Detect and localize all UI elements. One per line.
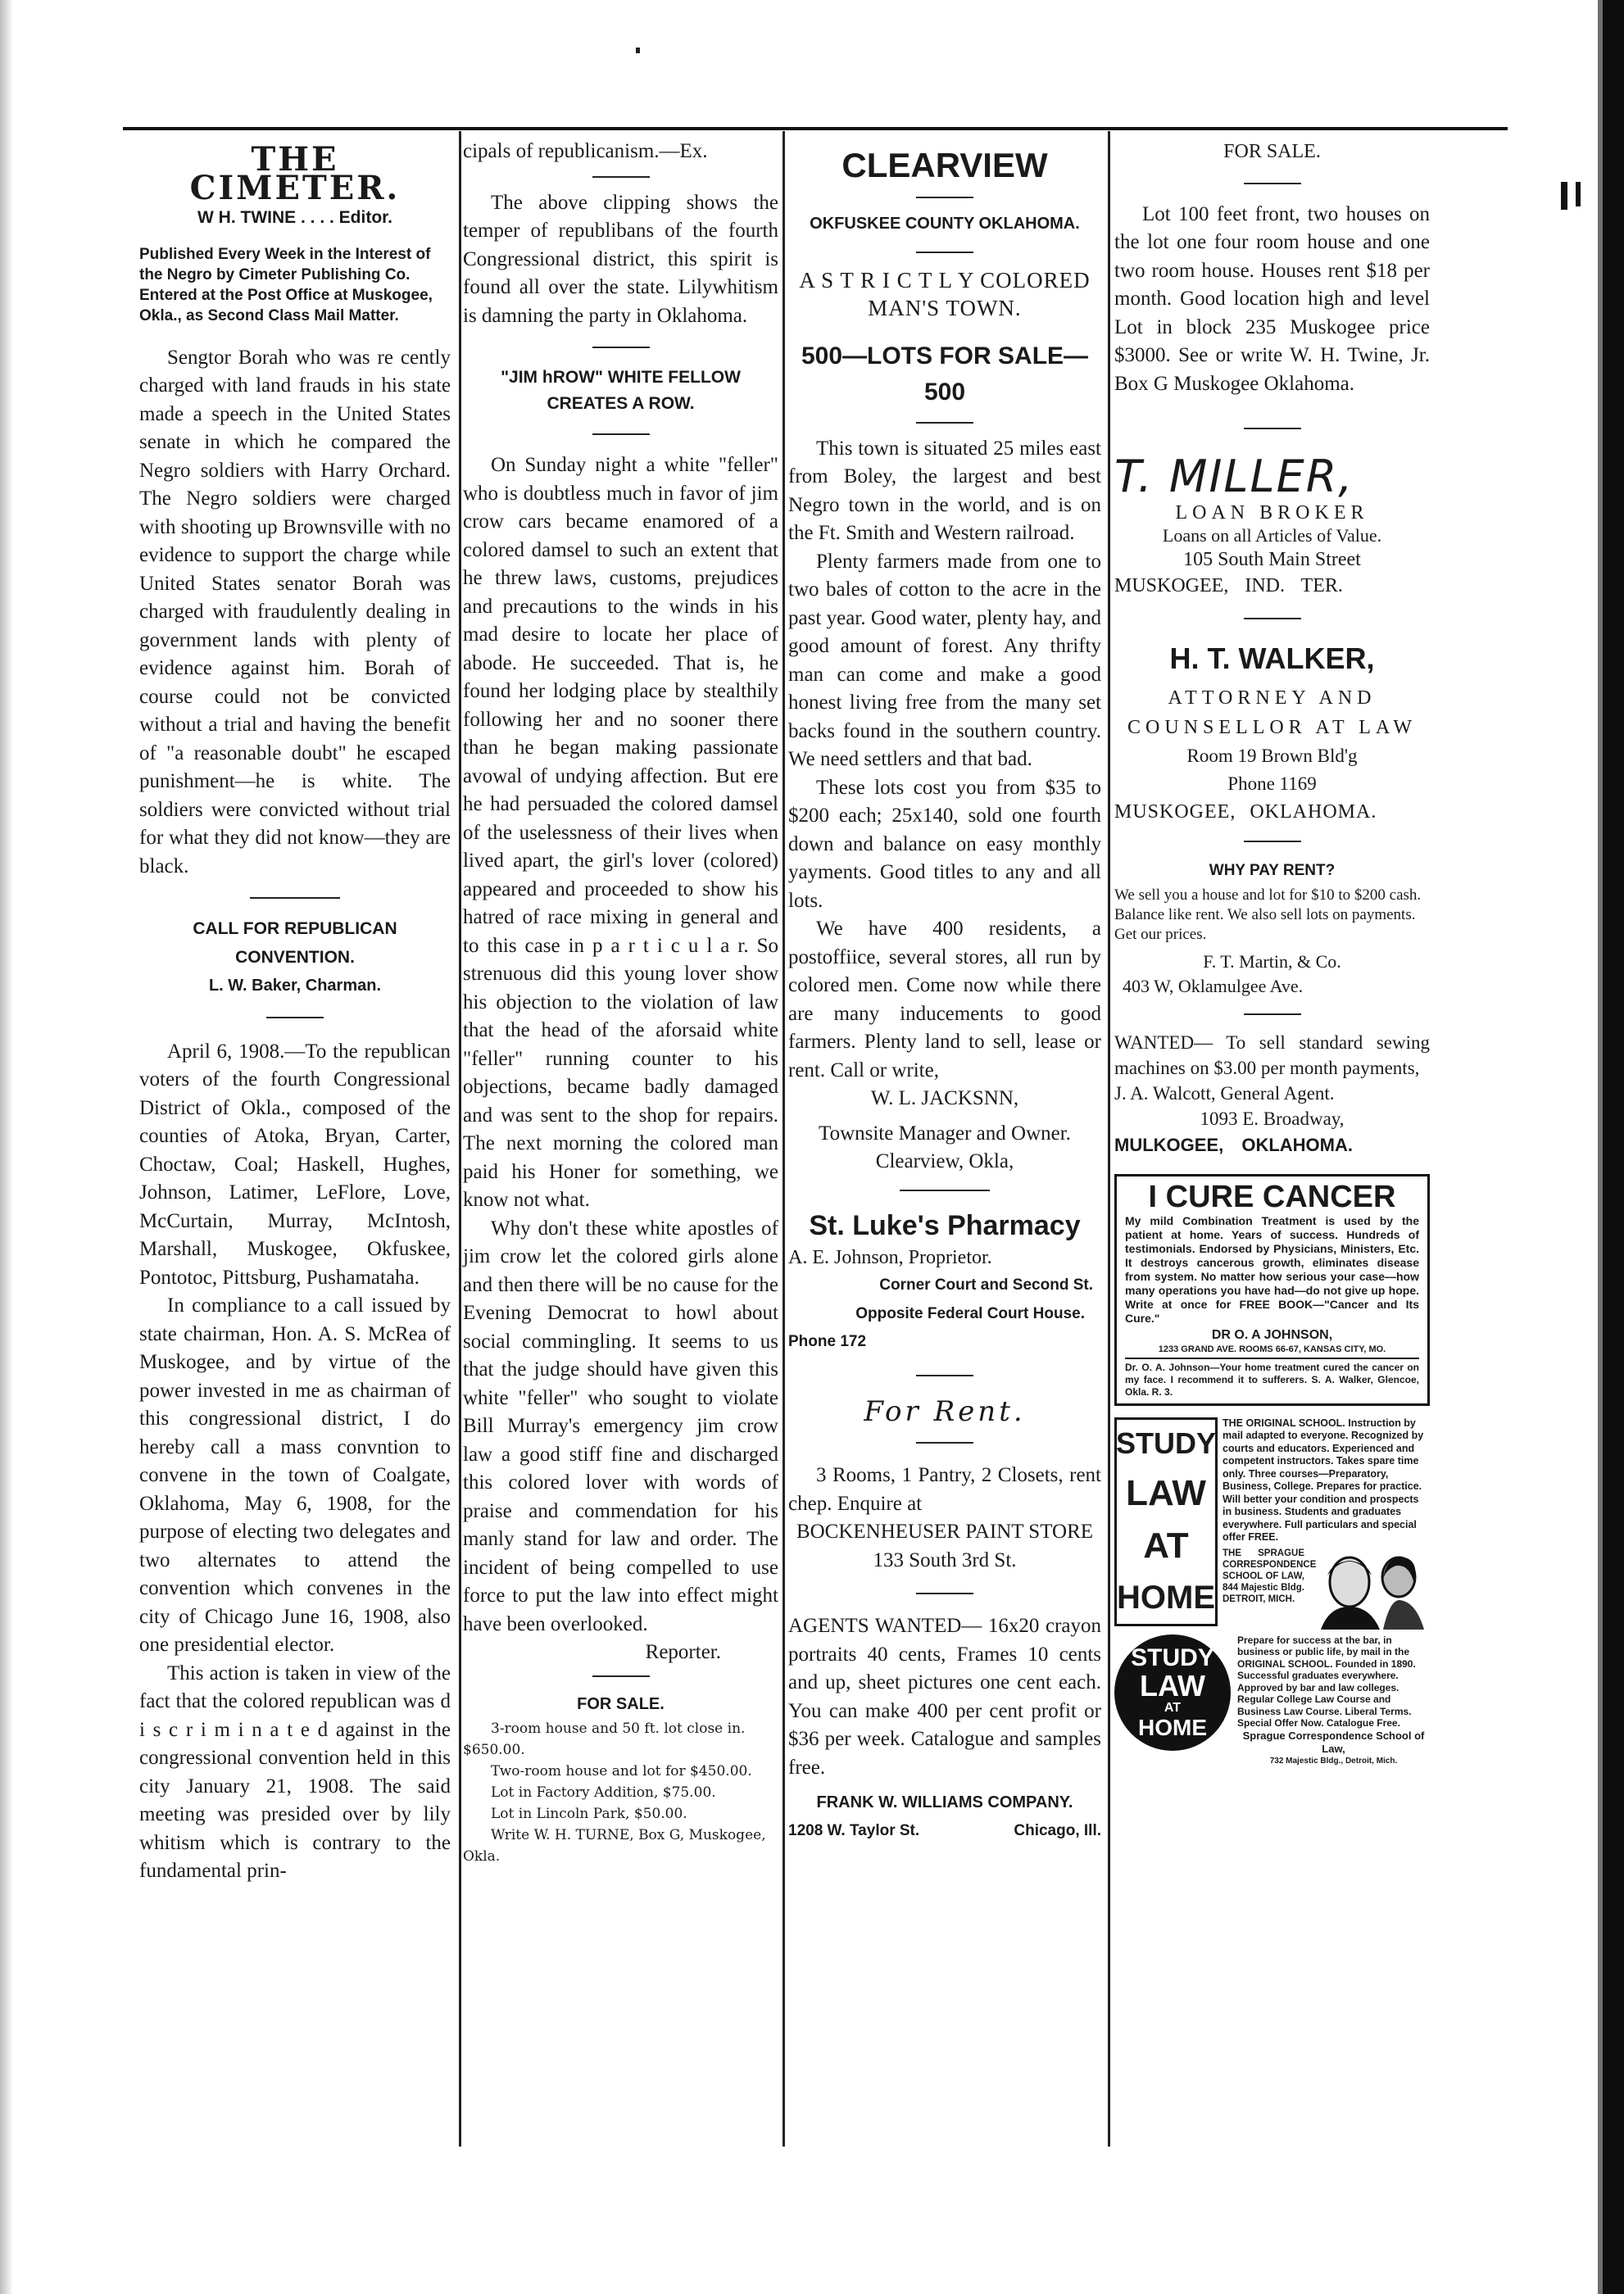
whypay-headline: WHY PAY RENT? (1209, 862, 1336, 879)
study-lower (1223, 1548, 1430, 1630)
sprague-ad (1114, 1634, 1430, 1766)
seal-word: STUDY (1131, 1643, 1214, 1671)
column-1 (139, 138, 451, 1886)
study-words-box (1114, 1417, 1218, 1626)
study-law-ad (1114, 1417, 1430, 1626)
agents-address-row (788, 1817, 1101, 1846)
separator (1244, 1013, 1301, 1015)
forsale-list-col2 (463, 1718, 778, 1867)
convention-paragraph-3: This action is taken in view of the fact that the colored republican was d i s c r i m i n a t e d against in the congressional convention held in this city January 21, 1908. The said meeting was presided over by lily whitism which is contrary to the fundamental prin- (139, 1662, 451, 1882)
study-text-area (1218, 1417, 1430, 1626)
borah-paragraph: Sengtor Borah who was re cently charged with land frauds in his state made a speech in the United States senate in which he compared the Negro soldiers with Harry Orchard. The Negro soldiers were charged with shooting up Brownsville with no evidence to support the charge while United States senator Borah was charged with fraudulently dealing in government lands with plenty of evidence against him. Borah of course could not be convicted without a trial and having the benefit of "a reasonable doubt" he escaped punishment—he is white. The soldiers were convicted without trial for what they did not know—they are black. (139, 346, 451, 877)
column-3 (788, 138, 1101, 1845)
rent-store: BOCKENHEUSER PAINT STORE 133 South 3rd St. (796, 1521, 1094, 1571)
cancer-testimonial: Dr. O. A. Johnson—Your home treatment cured the cancer on my face. I recommend it to sufferers. S. A. Walker, Glencoe, Okla. R. 3. (1125, 1361, 1419, 1398)
walker-phone: Phone 1169 (1227, 773, 1317, 794)
separator (900, 1190, 990, 1191)
cancer-doctor: DR O. A JOHNSON, (1211, 1327, 1333, 1342)
forsale-headline-col4: FOR SALE. (1223, 141, 1321, 162)
portrait-illustration (1304, 1548, 1426, 1630)
cancer-ad (1114, 1174, 1430, 1406)
forsale-item: Lot in Factory Addition, $75.00. (491, 1784, 716, 1801)
sprague-text: Prepare for success at the bar, in business or public life, by mail in the ORIGINAL SCHOOL. Founded in 1890. Successful graduates everywhere. Approved by bar and law colleges. Regular College Law Course and Business Law Course. Liberal Terms. Special Offer Now. Catalogue Free. (1237, 1634, 1416, 1729)
margin-mark (1561, 182, 1567, 210)
pharmacy-corner: Corner Court and Second St. (879, 1276, 1093, 1294)
separator (592, 433, 650, 435)
forsale-item: Lot in Lincoln Park, $50.00. (491, 1806, 687, 1822)
clearview-paragraph-2: Plenty farmers made from one to two bales of cotton to the acre in the past year. Good water, plenty hay, and good amount of forest. Any thrifty man can come and make a good honest living free from the many set backs found in the southern country. We need settlers and that bad. (788, 550, 1101, 770)
separator (1244, 841, 1301, 842)
miller-title: LOAN BROKER (1175, 502, 1369, 524)
study-text: THE ORIGINAL SCHOOL. Instruction by mail adapted to everyone. Recognized by courts and educators. Experienced and competent instructors. Takes spare time only. Three courses—Preparatory, Business, College. Prepares for practice. Will better your condition and prospects in business. Students and graduates everywhere. Full particulars and special offer FREE. (1223, 1417, 1424, 1543)
separator (592, 176, 650, 178)
wanted-text: WANTED— To sell standard sewing machines on $3.00 per month payments, (1114, 1031, 1430, 1078)
agents-text: AGENTS WANTED— 16x20 crayon portraits 40 cents, Frames 10 cents and up, sheet pictures one cent each. You can make 400 per cent profit or $36 per week. Catalogue and samples free. (788, 1615, 1101, 1779)
sprague-name: Sprague Correspondence School of Law, (1242, 1729, 1425, 1755)
study-word: HOME (1117, 1580, 1215, 1616)
masthead-title: THE CIMETER. (189, 140, 401, 207)
separator (1244, 618, 1301, 619)
separator (592, 1675, 650, 1677)
forsale-item: 3-room house and 50 ft. lot close in. $650.00. (463, 1720, 746, 1758)
seal-word: AT (1164, 1700, 1182, 1715)
whypay-text: We sell you a house and lot for $10 to $200 cash. Balance like rent. We also sell lots on payments. Get our prices. (1114, 886, 1422, 943)
clearview-lots: 500—LOTS FOR SALE—500 (801, 342, 1089, 406)
separator (916, 1593, 973, 1594)
pharmacy-opposite: Opposite Federal Court House. (855, 1304, 1085, 1322)
agents-city: Chicago, Ill. (1014, 1821, 1101, 1839)
page-edge-black (1603, 0, 1624, 2294)
clipping-paragraph: The above clipping shows the temper of republibans of the fourth Congressional district, this spirit is found all over the state. Lilywhitism is damning the party in Oklahoma. (463, 191, 778, 327)
seal-word: HOME (1138, 1714, 1207, 1740)
forsale-item: Two-room house and lot for $450.00. (491, 1763, 752, 1779)
clearview-paragraph-3: These lots cost you from $35 to $200 each; 25x140, sold one fourth down and balance on easy monthly yayments. Good titles to any and all lots. (788, 776, 1101, 912)
column-4 (1114, 138, 1430, 1766)
cancer-divider (1125, 1358, 1419, 1359)
convention-byline: L. W. Baker, Charman. (208, 977, 382, 995)
agents-address: 1208 W. Taylor St. (788, 1821, 920, 1839)
separator (592, 347, 650, 348)
walker-city: MUSKOGEE, OKLAHOMA. (1114, 801, 1377, 823)
column-rule-2 (783, 131, 785, 2147)
convention-paragraph-2: In compliance to a call issued by state chairman, Hon. A. S. McRea of Muskogee, and by virtue of the power invested in me as chairman of this congressional district, I do hereby call a mass convntion to convene in the town of Coalgate, Oklahoma, May 6, 1908, for the purpose of electing two delegates and two alternates to attend the convention which convenes in the city of Chicago June 16, 1908, also one presidential elector. (139, 1294, 451, 1656)
rent-headline: For Rent. (864, 1394, 1026, 1428)
page-edge-shadow (0, 0, 13, 2294)
cancer-text: My mild Combination Treatment is used by the patient at home. Years of success. Hundreds of testimonials. Endorsed by Physicians, Ministers, Etc. It destroys cancerous growth, eliminates disease from system. No matter how serious your case—how many operations you have had—do not give up hope. Write at once for FREE BOOK—"Cancer and Its Cure." (1125, 1213, 1419, 1325)
clearview-contact-name: W. L. JACKSNN, (870, 1087, 1019, 1109)
study-school: THE SPRAGUE CORRESPONDENCE SCHOOL OF LAW, 844 Majestic Bldg. DETROIT, MICH. (1223, 1548, 1317, 1604)
miller-loans: Loans on all Articles of Value. (1162, 525, 1382, 546)
study-word: STUDY (1116, 1426, 1217, 1460)
forsale-text-col4: Lot 100 feet front, two houses on the lot one four room house and one two room house. Houses rent $18 per month. Good location high and level Lot in block 235 Muskogee price $3000. See or write W. H. Twine, Jr. Box G Muskogee Oklahoma. (1114, 202, 1430, 395)
masthead-editor: W H. TWINE . . . . Editor. (197, 208, 392, 227)
wanted-city: MULKOGEE, OKLAHOMA. (1114, 1134, 1353, 1155)
separator (266, 1017, 324, 1018)
sprague-text-area (1231, 1634, 1430, 1766)
column-rule-3 (1108, 131, 1110, 2147)
forsale-headline-col2: FOR SALE. (577, 1694, 665, 1713)
separator (916, 422, 973, 424)
jimcrow-paragraph-1: On Sunday night a white "feller" who is doubtless much in favor of jim crow cars became enamored of a colored damsel to such an extent that he threw laws, customs, prejudices and precautions to the winds in his mad desire to locate her place of abode. He succeeded. That is, he found her lodging place by stealthily following her and no sooner there than he began making passionate avowal of undying affection. But ere he had persuaded the colored damsel of the uselessness of their lives when lived apart, the girl's lover (colored) appeared and proceeded to show his hatred of race mixing in general and to this case in p a r t i c u l a r. So strenuous did this young lover show his objection to the violation of law that the head of the aforsaid white "feller" running counter to his objections, became badly damaged and was sent to the shop for repairs. The next morning the colored man paid his Honer for something, we know not what. (463, 454, 778, 1211)
separator (916, 197, 973, 198)
clearview-paragraph-4: We have 400 residents, a postoffiice, several stores, all run by colored men. Come now while there are many inducements to good farmers. Plenty land to sell, lease or rent. Call or write, (788, 918, 1101, 1081)
separator (250, 897, 340, 899)
wanted-address: 1093 E. Broadway, (1200, 1108, 1345, 1129)
agents-company: FRANK W. WILLIAMS COMPANY. (816, 1793, 1073, 1811)
jimcrow-headline: "JIM hROW" WHITE FELLOW CREATES A ROW. (501, 368, 741, 413)
clearview-tagline: A S T R I C T L Y COLORED MAN'S TOWN. (799, 267, 1091, 320)
study-law-seal (1114, 1634, 1231, 1751)
walker-name: H. T. WALKER, (1169, 642, 1375, 675)
miller-name: T. MILLER, (1114, 451, 1354, 502)
margin-mark (1576, 182, 1581, 206)
separator (1244, 183, 1301, 184)
separator (1244, 428, 1301, 429)
jimcrow-paragraph-2: Why don't these white apostles of jim crow let the colored girls alone and then there will be no cause for the Evening Democrat to howl about social commingling. It seems to us that the judge should have given this white "feller" who sought to violate Bill Murray's emergency jim crow law a good stiff fine and discharged this colored lover with words of praise and commendation for his manly stand for law and order. The incident of being compelled to use force to put the law into effect might have been overlooked. (463, 1217, 778, 1635)
reporter-signature: Reporter. (645, 1641, 721, 1663)
publication-note: Published Every Week in the Interest of the Negro by Cimeter Publishing Co. Entered at the Post Office at Muskogee, Okla., as Second Class Mail Matter. (139, 245, 433, 324)
wanted-agent: J. A. Walcott, General Agent. (1114, 1082, 1335, 1104)
separator (916, 1375, 973, 1376)
clearview-title: CLEARVIEW (841, 146, 1048, 184)
separator (916, 1442, 973, 1444)
rent-text: 3 Rooms, 1 Pantry, 2 Closets, rent chep. Enquire at (788, 1464, 1101, 1515)
clearview-contact-title: Townsite Manager and Owner. (819, 1122, 1071, 1145)
walker-room: Room 19 Brown Bld'g (1186, 746, 1358, 766)
whypay-company: F. T. Martin, & Co. (1203, 950, 1341, 972)
forsale-item: Write W. H. TURNE, Box G, Muskogee, Okla. (463, 1827, 766, 1865)
miller-address: 105 South Main Street (1183, 549, 1361, 570)
separator (916, 252, 973, 253)
cancer-headline: I CURE CANCER (1148, 1179, 1396, 1214)
column-2 (463, 138, 778, 1867)
seal-word: LAW (1140, 1668, 1205, 1702)
cancer-address: 1233 GRAND AVE. ROOMS 66-67, KANSAS CITY, MO. (1158, 1344, 1386, 1354)
column-rule-1 (459, 131, 461, 2147)
continuation-line: cipals of republicanism.—Ex. (463, 140, 708, 162)
pharmacy-phone: Phone 172 (788, 1333, 867, 1350)
clearview-contact-place: Clearview, Okla, (875, 1150, 1014, 1172)
pharmacy-name: St. Luke's Pharmacy (809, 1209, 1081, 1241)
clearview-county: OKFUSKEE COUNTY OKLAHOMA. (810, 215, 1080, 233)
study-word: LAW (1126, 1472, 1206, 1513)
convention-paragraph-1: April 6, 1908.—To the republican voters of the fourth Congressional District of Okla., composed of the counties of Atoka, Bryan, Carter, Choctaw, Coal; Haskell, Hughes, Johnson, Latimer, LeFlore, Love, McCurtain, Murray, McIntosh, Marshall, Muskogee, Okfuskee, Pontotoc, Pittsburg, Pushamataha. (139, 1040, 451, 1289)
top-rule (123, 127, 1508, 130)
clearview-paragraph-1: This town is situated 25 miles east from Boley, the largest and best Negro town in the world, and is on the Ft. Smith and Western railroad. (788, 437, 1101, 544)
top-speck (636, 48, 640, 53)
pharmacy-owner: A. E. Johnson, Proprietor. (788, 1246, 992, 1268)
miller-city: MUSKOGEE, IND. TER. (1114, 575, 1343, 596)
whypay-address: 403 W, Oklamulgee Ave. (1123, 975, 1304, 996)
study-word: AT (1143, 1526, 1189, 1566)
convention-headline: CALL FOR REPUBLICAN CONVENTION. (193, 919, 397, 967)
sprague-address: 732 Majestic Bldg., Detroit, Mich. (1269, 1756, 1398, 1766)
walker-title-2: COUNSELLOR AT LAW (1127, 717, 1417, 738)
walker-title-1: ATTORNEY AND (1168, 687, 1377, 709)
